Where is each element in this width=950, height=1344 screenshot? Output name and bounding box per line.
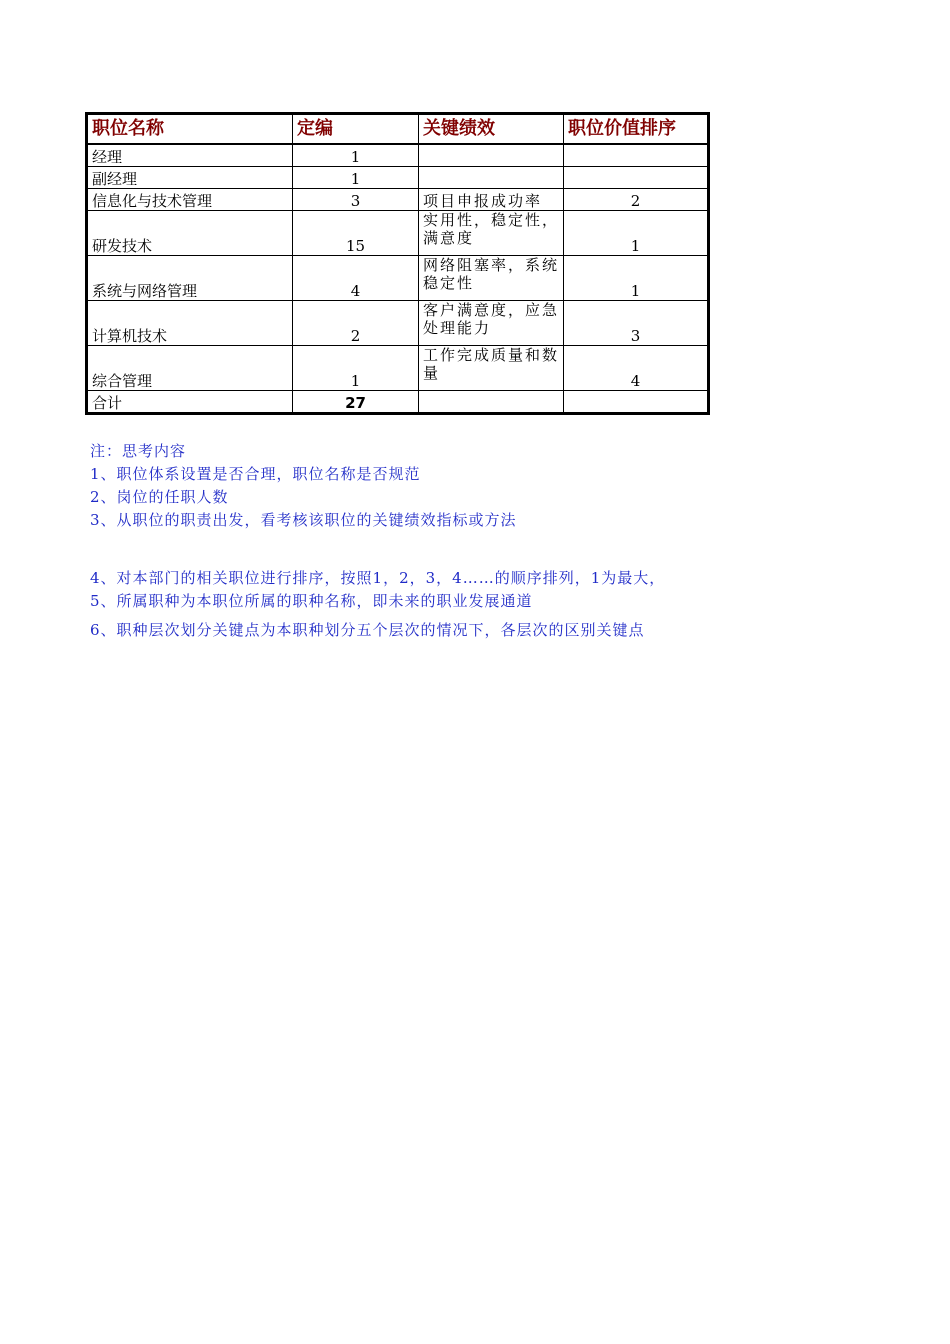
cell-headcount[interactable]: 4 <box>293 256 419 301</box>
header-position-name[interactable]: 职位名称 <box>87 114 293 145</box>
cell-rank[interactable] <box>564 167 709 189</box>
cell-key-performance[interactable]: 工作完成质量和数量 <box>419 346 564 391</box>
table-row <box>87 301 709 346</box>
cell-headcount[interactable]: 15 <box>293 211 419 256</box>
total-label[interactable]: 合计 <box>87 391 293 414</box>
cell-position-name[interactable]: 计算机技术 <box>87 301 293 346</box>
position-table <box>85 112 710 415</box>
cell-rank[interactable]: 4 <box>564 346 709 391</box>
header-headcount[interactable]: 定编 <box>293 114 419 145</box>
cell-rank[interactable]: 2 <box>564 189 709 211</box>
cell-headcount[interactable]: 1 <box>293 346 419 391</box>
note-item: 3、从职位的职责出发，看考核该职位的关键绩效指标或方法 <box>90 511 517 529</box>
cell-key-performance[interactable] <box>419 167 564 189</box>
cell-position-name[interactable]: 副经理 <box>87 167 293 189</box>
cell-position-name[interactable]: 研发技术 <box>87 211 293 256</box>
cell-headcount[interactable]: 1 <box>293 167 419 189</box>
header-key-performance[interactable]: 关键绩效 <box>419 114 564 145</box>
cell-rank[interactable]: 3 <box>564 301 709 346</box>
cell-position-name[interactable]: 系统与网络管理 <box>87 256 293 301</box>
cell-headcount[interactable]: 2 <box>293 301 419 346</box>
notes-section <box>90 440 665 642</box>
cell-key-performance[interactable]: 实用性，稳定性，满意度 <box>419 211 564 256</box>
table-row <box>87 256 709 301</box>
cell-key-performance[interactable]: 客户满意度，应急处理能力 <box>419 301 564 346</box>
cell-rank[interactable]: 1 <box>564 256 709 301</box>
header-position-rank[interactable]: 职位价值排序 <box>564 114 709 145</box>
cell-position-name[interactable]: 经理 <box>87 144 293 167</box>
table-row <box>87 167 709 189</box>
cell-key-performance[interactable] <box>419 144 564 167</box>
notes-title: 注：思考内容 <box>90 442 187 460</box>
note-item: 6、职种层次划分关键点为本职种划分五个层次的情况下，各层次的区别关键点 <box>90 621 645 639</box>
note-item: 1、职位体系设置是否合理，职位名称是否规范 <box>90 465 421 483</box>
cell-rank[interactable]: 1 <box>564 211 709 256</box>
total-kpi-empty[interactable] <box>419 391 564 414</box>
note-item: 2、岗位的任职人数 <box>90 488 229 506</box>
cell-headcount[interactable]: 1 <box>293 144 419 167</box>
cell-key-performance[interactable]: 网络阻塞率，系统稳定性 <box>419 256 564 301</box>
header-row <box>87 114 709 145</box>
total-headcount[interactable]: 27 <box>293 391 419 414</box>
total-row <box>87 391 709 414</box>
cell-position-name[interactable]: 信息化与技术管理 <box>87 189 293 211</box>
total-rank-empty[interactable] <box>564 391 709 414</box>
table-row <box>87 144 709 167</box>
table-row <box>87 346 709 391</box>
note-spacer <box>90 538 665 567</box>
cell-key-performance[interactable]: 项目申报成功率 <box>419 189 564 211</box>
cell-rank[interactable] <box>564 144 709 167</box>
table-row <box>87 189 709 211</box>
table-row <box>87 211 709 256</box>
note-item: 5、所属职种为本职位所属的职种名称，即未来的职业发展通道 <box>90 592 533 610</box>
cell-headcount[interactable]: 3 <box>293 189 419 211</box>
note-item: 4、对本部门的相关职位进行排序，按照1，2，3，4……的顺序排列，1为最大， <box>90 569 666 587</box>
cell-position-name[interactable]: 综合管理 <box>87 346 293 391</box>
